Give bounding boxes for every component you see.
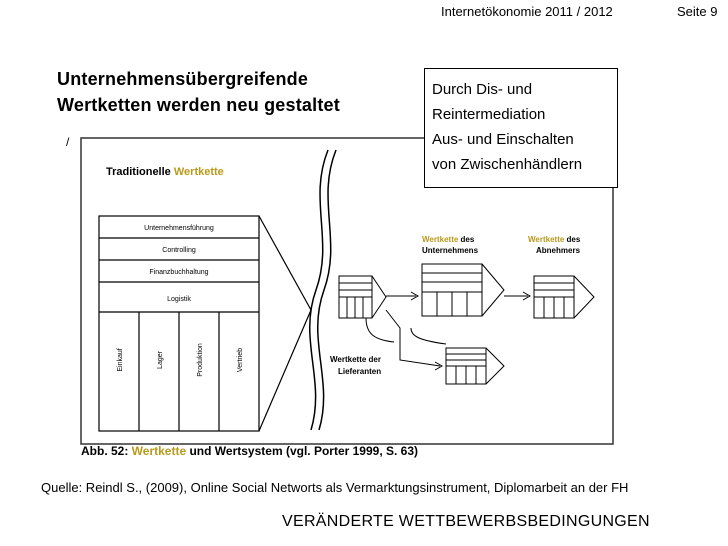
callout-line-4: von Zwischenhändlern: [432, 156, 583, 173]
callout-line-2: Reintermediation: [432, 106, 546, 123]
buyer-chain-label-2: Abnehmers: [536, 246, 581, 255]
layer-label-4: Logistik: [167, 296, 191, 303]
source-citation: Quelle: Reindl S., (2009), Online Social Networts als Vermarktungsinstrument, Diplomarbeit an der FH: [41, 480, 629, 495]
column-label-4: Vertrieb: [237, 347, 244, 373]
slide-title-line-1: Unternehmensübergreifende: [57, 69, 309, 89]
column-label-2: Lager: [157, 351, 164, 369]
callout-line-3: Aus- und Einschalten: [432, 131, 574, 148]
company-chain-label-1: Wertkette des: [422, 235, 475, 244]
course-header: Internetökonomie 2011 / 2012: [441, 4, 613, 19]
supplier-label-1: Wertkette der: [330, 355, 381, 364]
page-number: Seite 9: [677, 4, 718, 19]
figure-caption: Abb. 52: Wertkette und Wertsystem (vgl. Porter 1999, S. 63): [81, 444, 419, 458]
callout-line-1: Durch Dis- und: [432, 81, 533, 98]
margin-arrow: [259, 216, 311, 431]
heading-highlight: Wertkette: [173, 166, 224, 178]
buyer-chain: [534, 276, 594, 318]
footer-title: VERÄNDERTE WETTBEWERBSBEDINGUNGEN: [282, 513, 650, 530]
wavy-separator-left: [310, 150, 328, 430]
buyer-chain-label-1: Wertkette des: [528, 235, 581, 244]
heading-plain: Traditionelle: [106, 166, 174, 178]
layer-label-1: Unternehmensführung: [144, 225, 214, 232]
stray-mark: /: [66, 135, 70, 149]
supplier-chain: [446, 348, 504, 384]
company-chain: [422, 264, 504, 316]
traditional-value-chain: [99, 216, 311, 431]
supplier-label-2: Lieferanten: [338, 367, 382, 376]
figure-heading: [106, 166, 224, 178]
layer-label-2: Controlling: [162, 247, 196, 254]
column-label-1: Einkauf: [117, 348, 124, 372]
slide-title: [57, 66, 340, 118]
company-chain-label-2: Unternehmens: [422, 246, 479, 255]
callout-box: [424, 68, 618, 188]
small-chain-left: [339, 276, 386, 318]
column-label-3: Produktion: [197, 343, 204, 377]
slide-title-line-2: Wertketten werden neu gestaltet: [57, 95, 340, 115]
layer-label-3: Finanzbuchhaltung: [149, 269, 209, 276]
